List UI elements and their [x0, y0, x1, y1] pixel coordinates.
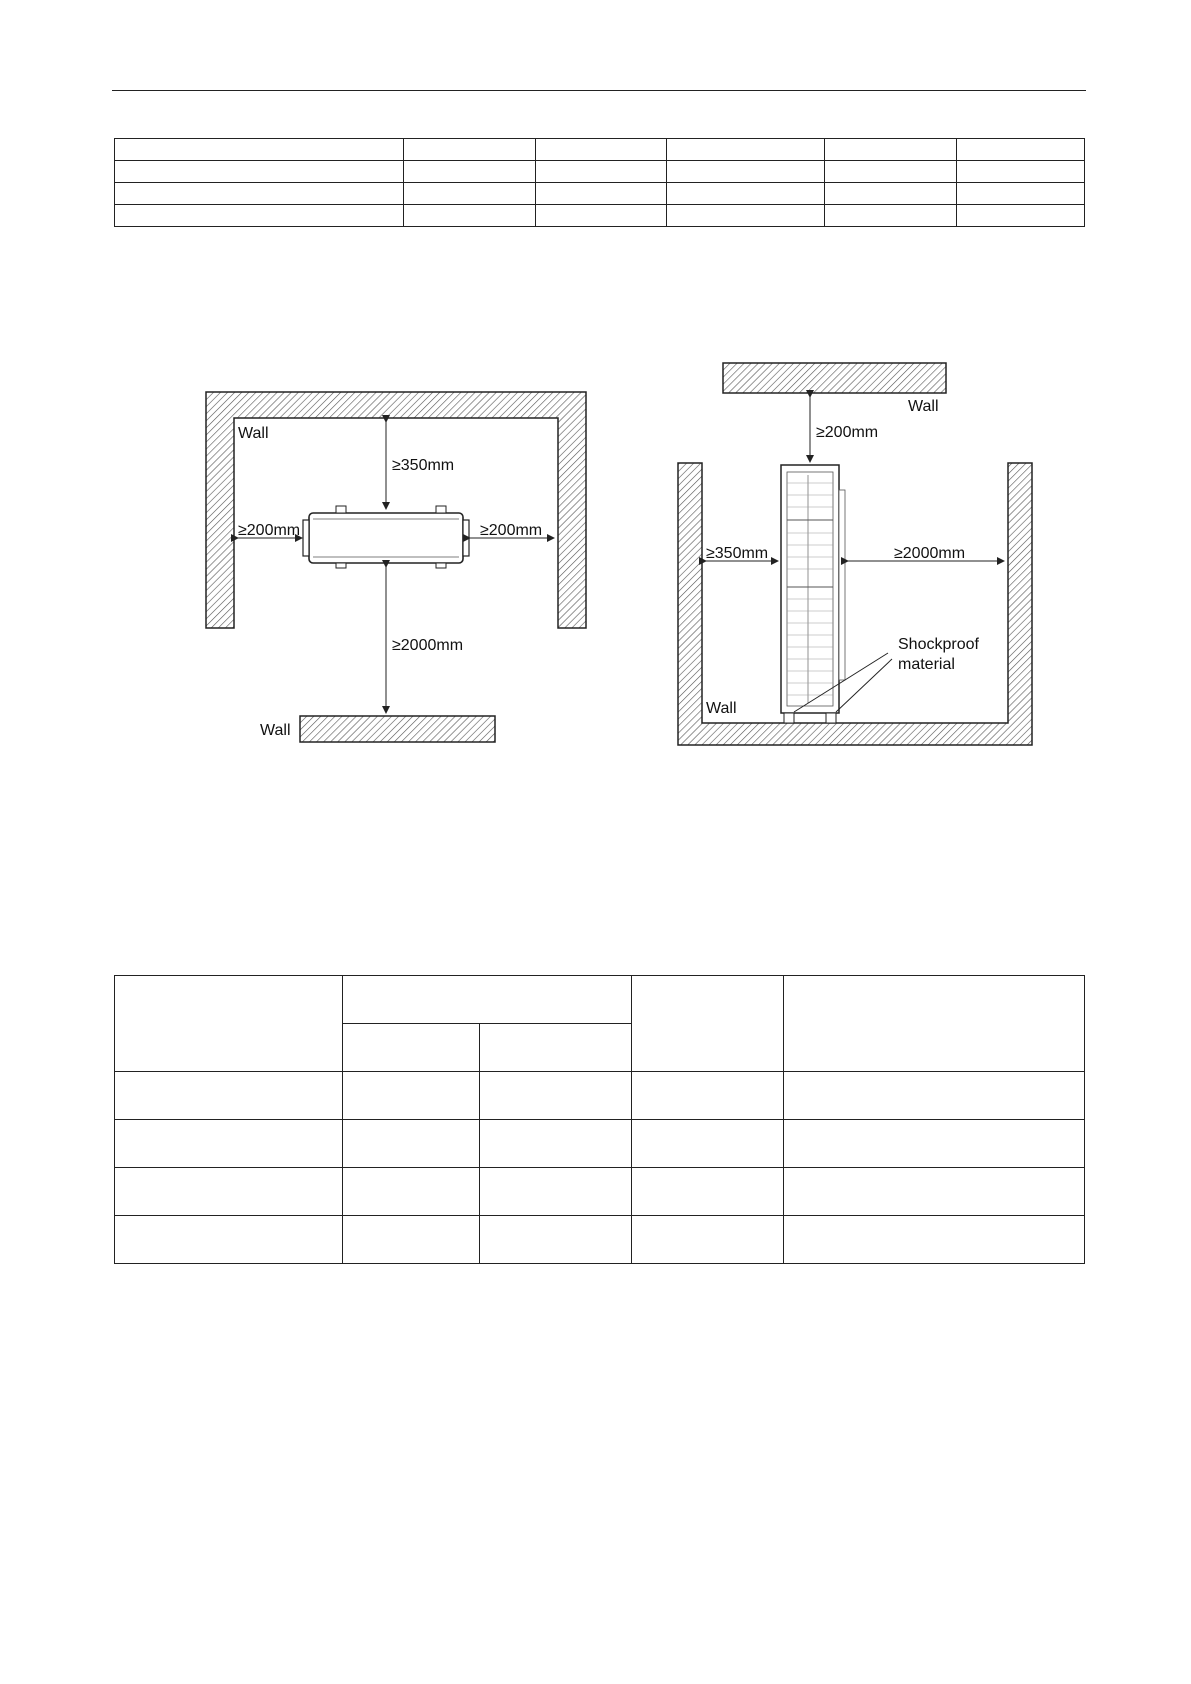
shockproof-label-line2: material [898, 656, 955, 673]
wall-top [723, 363, 946, 393]
right-clearance-label: ≥2000mm [894, 545, 966, 562]
side-view-diagram [660, 355, 1050, 755]
shockproof-label-line1: Shockproof [898, 636, 979, 653]
table-cell [115, 1216, 343, 1264]
table-cell [784, 1120, 1085, 1168]
right-clearance-label: ≥200mm [480, 522, 543, 539]
left-clearance-label: ≥350mm [706, 545, 769, 562]
table-cell [343, 1120, 480, 1168]
table-cell [536, 139, 667, 161]
table-cell [825, 205, 957, 227]
table-subheader-cell [480, 1024, 632, 1072]
table-cell [536, 161, 667, 183]
table-cell [343, 1072, 480, 1120]
table-cell [632, 1072, 784, 1120]
table-header-cell [632, 976, 784, 1072]
table-row [115, 161, 1085, 183]
table-cell [115, 161, 404, 183]
table-row [115, 1120, 1085, 1168]
wall-bottom [300, 716, 495, 742]
table-cell [784, 1168, 1085, 1216]
table-cell [784, 1216, 1085, 1264]
table-cell [667, 205, 825, 227]
table-cell [343, 1168, 480, 1216]
table-cell [632, 1216, 784, 1264]
table-cell [115, 139, 404, 161]
table-cell [536, 183, 667, 205]
table-header-cell [784, 976, 1085, 1072]
table-cell [480, 1072, 632, 1120]
table-cell [115, 1168, 343, 1216]
table-header-cell [343, 976, 632, 1024]
bottom-clearance-label: ≥2000mm [392, 637, 464, 654]
table-row [115, 1216, 1085, 1264]
wall-label-top: Wall [908, 398, 939, 415]
top-clearance-label: ≥200mm [816, 424, 879, 441]
table-cell [115, 205, 404, 227]
table-cell [632, 1168, 784, 1216]
table-cell [404, 139, 536, 161]
table-cell [404, 183, 536, 205]
outdoor-unit-side-view [781, 465, 845, 723]
table-cell [115, 183, 404, 205]
table-cell [825, 161, 957, 183]
table-header-cell [115, 976, 343, 1072]
table-cell [957, 205, 1085, 227]
table-subheader-cell [343, 1024, 480, 1072]
front-view-diagram [190, 380, 600, 750]
table-cell [480, 1216, 632, 1264]
pipe-table [114, 975, 1085, 1264]
header-rule [112, 90, 1086, 91]
table-cell [667, 183, 825, 205]
table-cell [536, 205, 667, 227]
top-clearance-label: ≥350mm [392, 457, 455, 474]
table-row [115, 139, 1085, 161]
table-cell [632, 1120, 784, 1168]
table-cell [667, 139, 825, 161]
table-cell [957, 183, 1085, 205]
spec-table [114, 138, 1085, 227]
left-clearance-label: ≥200mm [238, 522, 301, 539]
table-cell [480, 1120, 632, 1168]
table-cell [115, 1072, 343, 1120]
table-cell [957, 161, 1085, 183]
table-cell [825, 183, 957, 205]
table-row [115, 1168, 1085, 1216]
table-cell [404, 205, 536, 227]
wall-label-bottom: Wall [260, 722, 291, 739]
table-cell [825, 139, 957, 161]
table-cell [404, 161, 536, 183]
table-cell [480, 1168, 632, 1216]
table-cell [667, 161, 825, 183]
table-row [115, 1072, 1085, 1120]
table-cell [343, 1216, 480, 1264]
wall-label-bottom: Wall [706, 700, 737, 717]
table-cell [784, 1072, 1085, 1120]
wall-label-top: Wall [238, 425, 269, 442]
table-cell [957, 139, 1085, 161]
table-row [115, 205, 1085, 227]
table-header-row [115, 976, 1085, 1024]
table-cell [115, 1120, 343, 1168]
outdoor-unit-top-view [303, 506, 469, 568]
table-row [115, 183, 1085, 205]
